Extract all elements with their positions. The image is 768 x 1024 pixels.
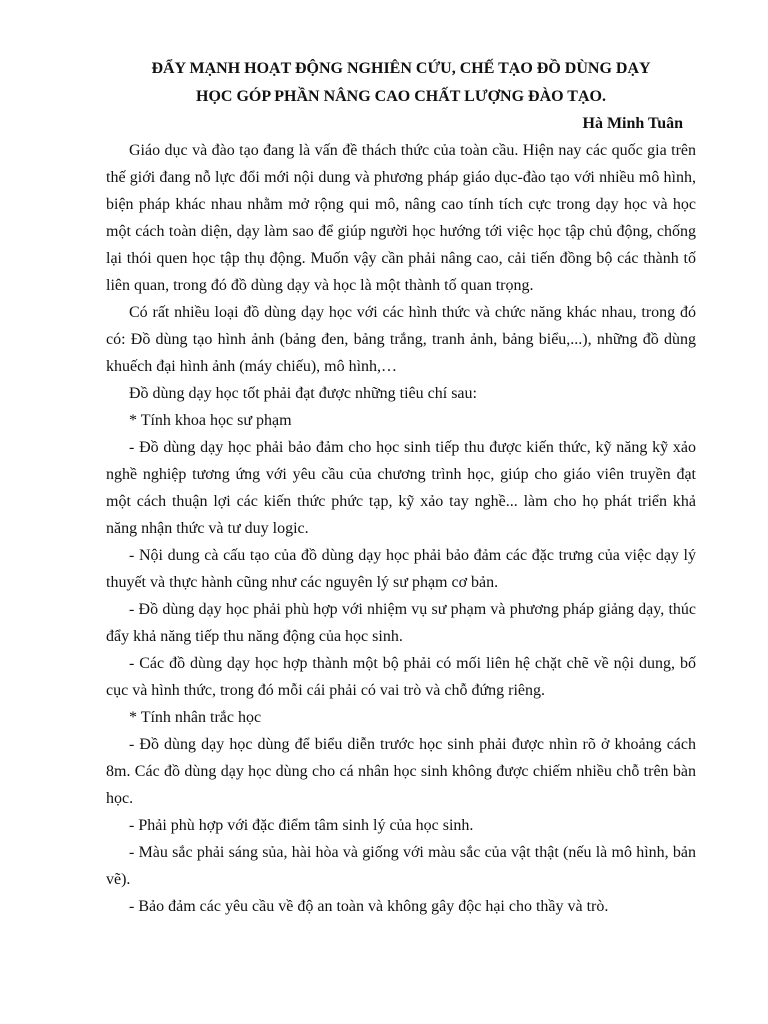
list-item: - Bảo đảm các yêu cầu về độ an toàn và không gây độc hại cho thầy và trò.	[129, 898, 609, 915]
document-page	[106, 55, 696, 920]
author-name: Hà Minh Tuân	[582, 115, 683, 132]
list-item: - Đồ dùng dạy học dùng để biểu diễn trước học sinh phải được nhìn rõ ở khoảng cách 8m. Các đồ dùng dạy học dùng cho cá nhân học sinh không được chiếm nhiều chỗ trên bàn học.	[106, 736, 696, 807]
heading-ergonomics: * Tính nhân trắc học	[129, 709, 262, 726]
title-line-2: HỌC GÓP PHẦN NÂNG CAO CHẤT LƯỢNG ĐÀO TẠO.	[196, 88, 606, 105]
paragraph-types: Có rất nhiều loại đồ dùng dạy học với các hình thức và chức năng khác nhau, trong đó có: Đồ dùng tạo hình ảnh (bảng đen, bảng trắng, tranh ảnh, bảng biểu,...), những đồ dùng khuếch đại hình ảnh (máy chiếu), mô hình,…	[106, 304, 696, 375]
list-item: - Màu sắc phải sáng sủa, hài hòa và giống với màu sắc của vật thật (nếu là mô hình, bản vẽ).	[106, 844, 696, 888]
document-title	[106, 55, 696, 111]
paragraph-criteria-intro: Đồ dùng dạy học tốt phải đạt được những tiêu chí sau:	[129, 385, 477, 402]
paragraph-intro: Giáo dục và đào tạo đang là vấn đề thách thức của toàn cầu. Hiện nay các quốc gia trên thế giới đang nỗ lực đổi mới nội dung và phương pháp giáo dục-đào tạo với nhiều mô hình, biện pháp khác nhau nhằm mở rộng qui mô, nâng cao tính tích cực trong dạy học và học một cách toàn diện, dạy làm sao để giúp người học hướng tới việc học tập chủ động, chống lại thói quen học tập thụ động. Muốn vậy cần phải nâng cao, cải tiến đồng bộ các thành tố liên quan, trong đó đồ dùng dạy và học là một thành tố quan trọng.	[106, 142, 696, 294]
list-item: - Các đồ dùng dạy học hợp thành một bộ phải có mối liên hệ chặt chẽ về nội dung, bố cục và hình thức, trong đó mỗi cái phải có vai trò và chỗ đứng riêng.	[106, 655, 696, 699]
list-item: - Phải phù hợp với đặc điểm tâm sinh lý của học sinh.	[129, 817, 474, 834]
list-item: - Đồ dùng dạy học phải bảo đảm cho học sinh tiếp thu được kiến thức, kỹ năng kỹ xảo nghề nghiệp tương ứng với yêu cầu của chương trình học, giúp cho giáo viên truyền đạt một cách thuận lợi các kiến thức phức tạp, kỹ xảo tay nghề... làm cho họ phát triển khả năng nhận thức và tư duy logic.	[106, 439, 696, 537]
title-line-1: ĐẨY MẠNH HOẠT ĐỘNG NGHIÊN CỨU, CHẾ TẠO ĐỒ DÙNG DẠY	[151, 60, 651, 77]
list-item: - Đồ dùng dạy học phải phù hợp với nhiệm vụ sư phạm và phương pháp giảng dạy, thúc đẩy khả năng tiếp thu năng động của học sinh.	[106, 601, 696, 645]
list-item: - Nội dung cà cấu tạo của đồ dùng dạy học phải bảo đảm các đặc trưng của việc dạy lý thuyết và thực hành cũng như các nguyên lý sư phạm cơ bản.	[106, 547, 696, 591]
heading-pedagogy: * Tính khoa học sư phạm	[129, 412, 292, 429]
